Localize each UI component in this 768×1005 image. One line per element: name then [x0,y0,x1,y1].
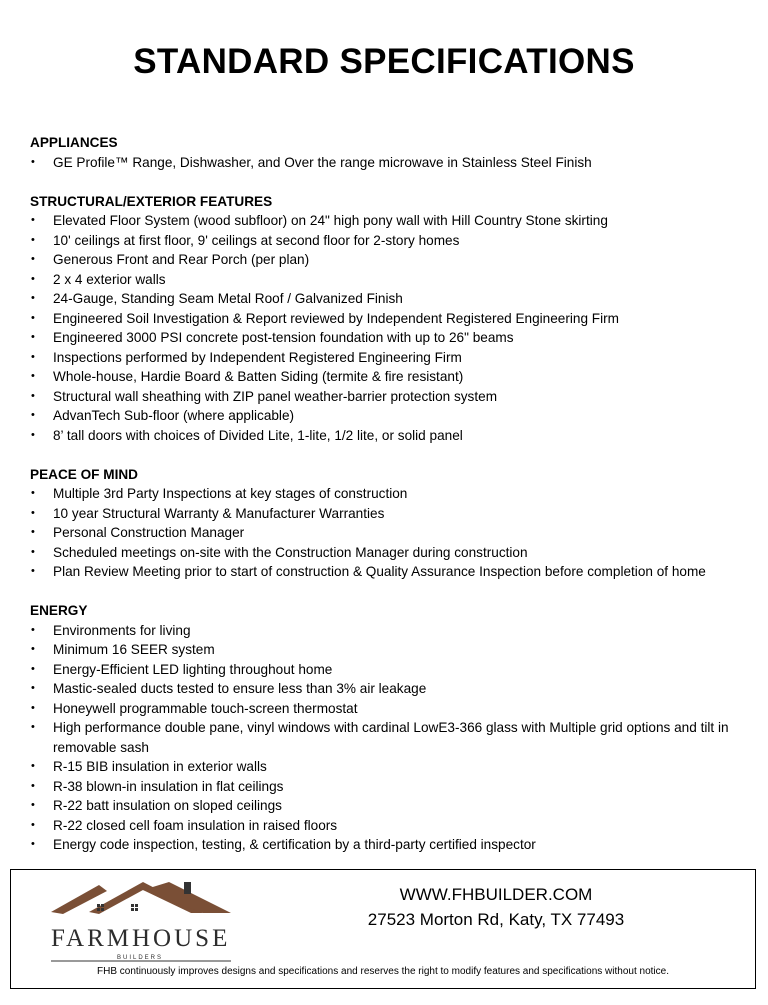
spec-list [30,153,740,173]
section-heading: STRUCTURAL/EXTERIOR FEATURES [30,193,273,209]
bullet-icon: • [31,253,35,265]
bullet-icon: • [31,545,35,558]
page-title: STANDARD SPECIFICATIONS [133,42,635,81]
list-item-text: GE Profile™ Range, Dishwasher, and Over the range microwave in Stainless Steel Finish [53,154,592,170]
bullet-icon: • [31,292,35,304]
list-item [30,699,740,719]
list-item-text: Inspections performed by Independent Registered Engineering Firm [53,349,462,365]
list-item-text: Scheduled meetings on-site with the Construction Manager during construction [53,544,528,560]
list-item [30,484,740,504]
bullet-icon: • [31,311,35,324]
list-item [30,289,740,309]
logo-subtitle: BUILDERS [116,955,163,961]
list-item [30,309,740,329]
disclaimer-text: FHB continuously improves designs and specifications and reserves the right to modify features and specifications without notice. [97,966,669,977]
bullet-icon: • [31,701,35,714]
list-item-text: High performance double pane, vinyl windows with cardinal LowE3-366 glass with Multiple grid options and tilt in removable sash [53,720,729,755]
list-item [30,757,740,777]
bullet-icon: • [31,799,35,811]
logo-wordmark: FARMHOUSE [51,925,231,952]
list-item-text: Structural wall sheathing with ZIP panel weather-barrier protection system [53,388,498,404]
list-item-text: Environments for living [53,622,191,638]
list-item [30,777,740,797]
list-item-text: Whole-house, Hardie Board & Batten Siding (termite & fire resistant) [53,369,464,384]
bullet-icon: • [31,370,35,382]
bullet-icon: • [31,350,35,363]
list-item [30,621,740,641]
list-item-text: Honeywell programmable touch-screen thermostat [53,700,358,716]
list-item-text: Energy-Efficient LED lighting throughout home [53,661,333,677]
bullet-icon: • [31,779,35,792]
bullet-icon: • [31,409,35,421]
list-item-text: Elevated Floor System (wood subfloor) on 24" high pony wall with Hill Country Stone skirting [53,213,608,228]
list-item-text: R-22 batt insulation on sloped ceilings [53,798,282,813]
bullet-icon: • [31,838,35,850]
bullet-icon: • [31,760,35,772]
list-item [30,796,740,816]
list-item [30,328,740,348]
list-item [30,504,740,524]
bullet-icon: • [31,623,35,636]
list-item [30,348,740,368]
list-item [30,211,740,231]
list-item-text: Mastic-sealed ducts tested to ensure less than 3% air leakage [53,681,427,696]
bullet-icon: • [31,487,35,499]
list-item [30,250,740,270]
bullet-icon: • [31,818,35,831]
list-item [30,367,740,387]
list-item [30,406,740,426]
list-item-text: AdvanTech Sub-floor (where applicable) [53,408,295,423]
website-link[interactable]: WWW.FHBUILDER.COM [399,885,593,904]
list-item-text: Generous Front and Rear Porch (per plan) [53,252,310,267]
list-item-text: Minimum 16 SEER system [53,642,215,657]
logo-window-right [131,904,138,911]
bullet-icon: • [31,272,35,285]
list-item-text: R-15 BIB insulation in exterior walls [53,759,267,774]
list-item-text: 24-Gauge, Standing Seam Metal Roof / Galvanized Finish [53,291,403,306]
section-structural-exterior-features [30,192,740,446]
bullet-icon: • [31,682,35,694]
list-item [30,562,740,582]
section-heading: ENERGY [30,603,88,618]
bullet-icon: • [31,389,35,402]
section-energy [30,601,740,855]
list-item [30,679,740,699]
bullet-icon: • [31,233,35,246]
bullet-icon: • [31,155,35,168]
section-heading: PEACE OF MIND [30,466,138,482]
bullet-icon: • [31,565,35,577]
list-item-text: Engineered Soil Investigation & Report reviewed by Independent Registered Engineering Firm [53,310,619,326]
bullet-icon: • [31,662,35,675]
list-item [30,660,740,680]
list-item-text: R-22 closed cell foam insulation in raised floors [53,817,338,833]
section-peace-of-mind [30,465,740,582]
list-item [30,543,740,563]
section-heading: APPLIANCES [30,135,118,150]
bullet-icon: • [31,214,35,226]
address-text: 27523 Morton Rd, Katy, TX 77493 [367,910,625,929]
list-item-text: 8’ tall doors with choices of Divided Lite, 1-lite, 1/2 lite, or solid panel [53,427,463,443]
list-item-text: 2 x 4 exterior walls [53,271,166,287]
list-item-text: 10 year Structural Warranty & Manufacturer Warranties [53,505,385,521]
list-item [30,387,740,407]
bullet-icon: • [31,721,35,733]
list-item-text: Personal Construction Manager [53,525,245,540]
spec-list [30,621,740,855]
list-item-text: Energy code inspection, testing, & certification by a third-party certified inspector [53,837,536,852]
list-item [30,426,740,446]
list-item-text: 10' ceilings at first floor, 9' ceilings at second floor for 2-story homes [53,232,460,248]
list-item [30,718,740,757]
list-item [30,270,740,290]
list-item [30,835,740,855]
bullet-icon: • [31,643,35,655]
spec-list [30,484,740,582]
footer-box [10,869,756,989]
list-item [30,153,740,173]
list-item [30,640,740,660]
list-item-text: Plan Review Meeting prior to start of construction & Quality Assurance Inspection before completion of home [53,564,706,579]
list-item-text: Multiple 3rd Party Inspections at key stages of construction [53,486,408,501]
spec-list [30,211,740,445]
bullet-icon: • [31,331,35,343]
bullet-icon: • [31,506,35,519]
bullet-icon: • [31,526,35,538]
list-item [30,523,740,543]
list-item [30,231,740,251]
list-item [30,816,740,836]
logo-chimney [184,882,191,894]
spec-content [30,133,740,874]
section-appliances [30,133,740,172]
list-item-text: Engineered 3000 PSI concrete post-tension foundation with up to 26" beams [53,330,514,345]
bullet-icon: • [31,428,35,441]
list-item-text: R-38 blown-in insulation in flat ceilings [53,778,284,794]
